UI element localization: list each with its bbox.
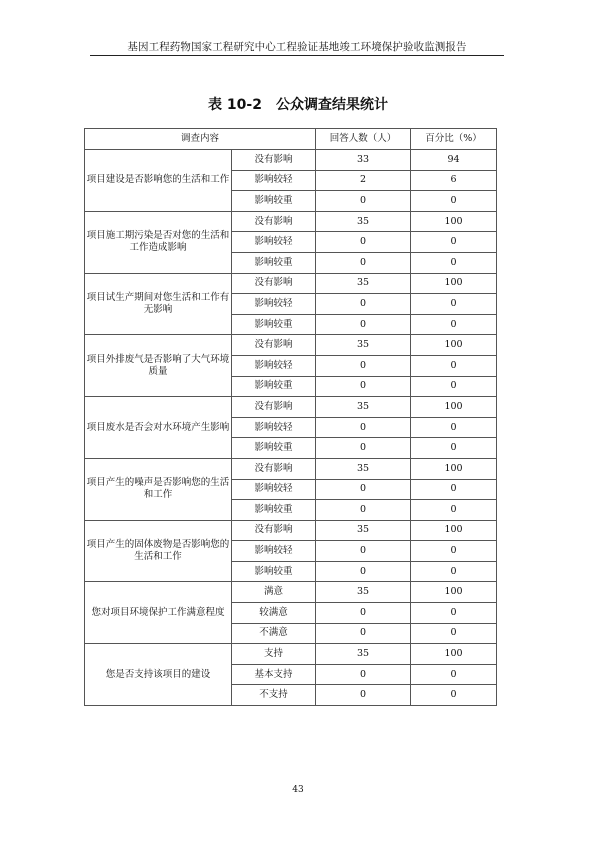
survey-results-table (84, 128, 497, 706)
respondent-count: 33 (316, 150, 411, 171)
col-header-percent: 百分比（%） (411, 129, 497, 150)
percentage: 0 (411, 500, 497, 521)
respondent-count: 35 (316, 273, 411, 294)
percentage: 0 (411, 685, 497, 706)
respondent-count: 0 (316, 191, 411, 212)
percentage: 0 (411, 561, 497, 582)
answer-option: 影响较轻 (232, 355, 316, 376)
col-header-count: 回答人数（人） (316, 129, 411, 150)
page-number: 43 (292, 785, 304, 795)
respondent-count: 0 (316, 561, 411, 582)
answer-option: 影响较重 (232, 252, 316, 273)
survey-question: 项目施工期污染是否对您的生活和工作造成影响 (85, 211, 232, 273)
respondent-count: 0 (316, 252, 411, 273)
respondent-count: 35 (316, 335, 411, 356)
answer-option: 影响较轻 (232, 170, 316, 191)
respondent-count: 0 (316, 417, 411, 438)
respondent-count: 0 (316, 603, 411, 624)
respondent-count: 0 (316, 376, 411, 397)
respondent-count: 0 (316, 541, 411, 562)
respondent-count: 0 (316, 294, 411, 315)
survey-question: 您对项目环境保护工作满意程度 (85, 582, 232, 644)
percentage: 0 (411, 603, 497, 624)
percentage: 0 (411, 664, 497, 685)
answer-option: 影响较轻 (232, 294, 316, 315)
answer-option: 影响较轻 (232, 417, 316, 438)
respondent-count: 35 (316, 520, 411, 541)
respondent-count: 0 (316, 623, 411, 644)
percentage: 100 (411, 644, 497, 665)
table-row (85, 211, 497, 232)
table-body (85, 150, 497, 706)
respondent-count: 35 (316, 644, 411, 665)
answer-option: 影响较重 (232, 314, 316, 335)
table-header-row (85, 129, 497, 150)
respondent-count: 0 (316, 479, 411, 500)
answer-option: 没有影响 (232, 335, 316, 356)
answer-option: 没有影响 (232, 520, 316, 541)
table-row (85, 582, 497, 603)
percentage: 0 (411, 438, 497, 459)
respondent-count: 0 (316, 438, 411, 459)
answer-option: 影响较重 (232, 500, 316, 521)
percentage: 0 (411, 191, 497, 212)
table-row (85, 335, 497, 356)
running-header: 基因工程药物国家工程研究中心工程验证基地竣工环境保护验收监测报告 (127, 41, 467, 53)
percentage: 0 (411, 314, 497, 335)
answer-option: 支持 (232, 644, 316, 665)
percentage: 100 (411, 335, 497, 356)
percentage: 100 (411, 582, 497, 603)
answer-option: 影响较重 (232, 376, 316, 397)
table-row (85, 458, 497, 479)
table-caption: 公众调查结果统计 (275, 97, 388, 113)
percentage: 100 (411, 273, 497, 294)
percentage: 0 (411, 623, 497, 644)
respondent-count: 0 (316, 232, 411, 253)
percentage: 100 (411, 458, 497, 479)
respondent-count: 0 (316, 355, 411, 376)
respondent-count: 0 (316, 685, 411, 706)
percentage: 0 (411, 541, 497, 562)
percentage: 0 (411, 355, 497, 376)
percentage: 0 (411, 479, 497, 500)
table-title (0, 94, 596, 114)
answer-option: 没有影响 (232, 397, 316, 418)
respondent-count: 0 (316, 664, 411, 685)
answer-option: 影响较重 (232, 561, 316, 582)
answer-option: 影响较轻 (232, 541, 316, 562)
col-header-content: 调查内容 (85, 129, 316, 150)
percentage: 0 (411, 252, 497, 273)
respondent-count: 2 (316, 170, 411, 191)
percentage: 100 (411, 397, 497, 418)
table-row (85, 273, 497, 294)
respondent-count: 35 (316, 582, 411, 603)
survey-question: 项目建设是否影响您的生活和工作 (85, 150, 232, 212)
answer-option: 没有影响 (232, 273, 316, 294)
percentage: 0 (411, 417, 497, 438)
answer-option: 影响较轻 (232, 479, 316, 500)
answer-option: 不满意 (232, 623, 316, 644)
survey-question: 项目试生产期间对您生活和工作有无影响 (85, 273, 232, 335)
answer-option: 不支持 (232, 685, 316, 706)
respondent-count: 0 (316, 314, 411, 335)
percentage: 94 (411, 150, 497, 171)
survey-question: 项目产生的固体废物是否影响您的生活和工作 (85, 520, 232, 582)
answer-option: 没有影响 (232, 458, 316, 479)
percentage: 6 (411, 170, 497, 191)
answer-option: 基本支持 (232, 664, 316, 685)
percentage: 100 (411, 211, 497, 232)
header-divider (90, 55, 504, 56)
respondent-count: 35 (316, 458, 411, 479)
answer-option: 较满意 (232, 603, 316, 624)
answer-option: 没有影响 (232, 150, 316, 171)
survey-question: 项目外排废气是否影响了大气环境质量 (85, 335, 232, 397)
percentage: 0 (411, 294, 497, 315)
respondent-count: 0 (316, 500, 411, 521)
percentage: 0 (411, 376, 497, 397)
answer-option: 影响较轻 (232, 232, 316, 253)
answer-option: 没有影响 (232, 211, 316, 232)
table-row (85, 397, 497, 418)
percentage: 0 (411, 232, 497, 253)
answer-option: 影响较重 (232, 191, 316, 212)
survey-question: 项目废水是否会对水环境产生影响 (85, 397, 232, 459)
survey-question: 您是否支持该项目的建设 (85, 644, 232, 706)
answer-option: 影响较重 (232, 438, 316, 459)
table-row (85, 644, 497, 665)
table-row (85, 150, 497, 171)
table-row (85, 520, 497, 541)
table-number: 表 10-2 (208, 97, 262, 113)
percentage: 100 (411, 520, 497, 541)
survey-question: 项目产生的噪声是否影响您的生活和工作 (85, 458, 232, 520)
respondent-count: 35 (316, 397, 411, 418)
answer-option: 满意 (232, 582, 316, 603)
respondent-count: 35 (316, 211, 411, 232)
